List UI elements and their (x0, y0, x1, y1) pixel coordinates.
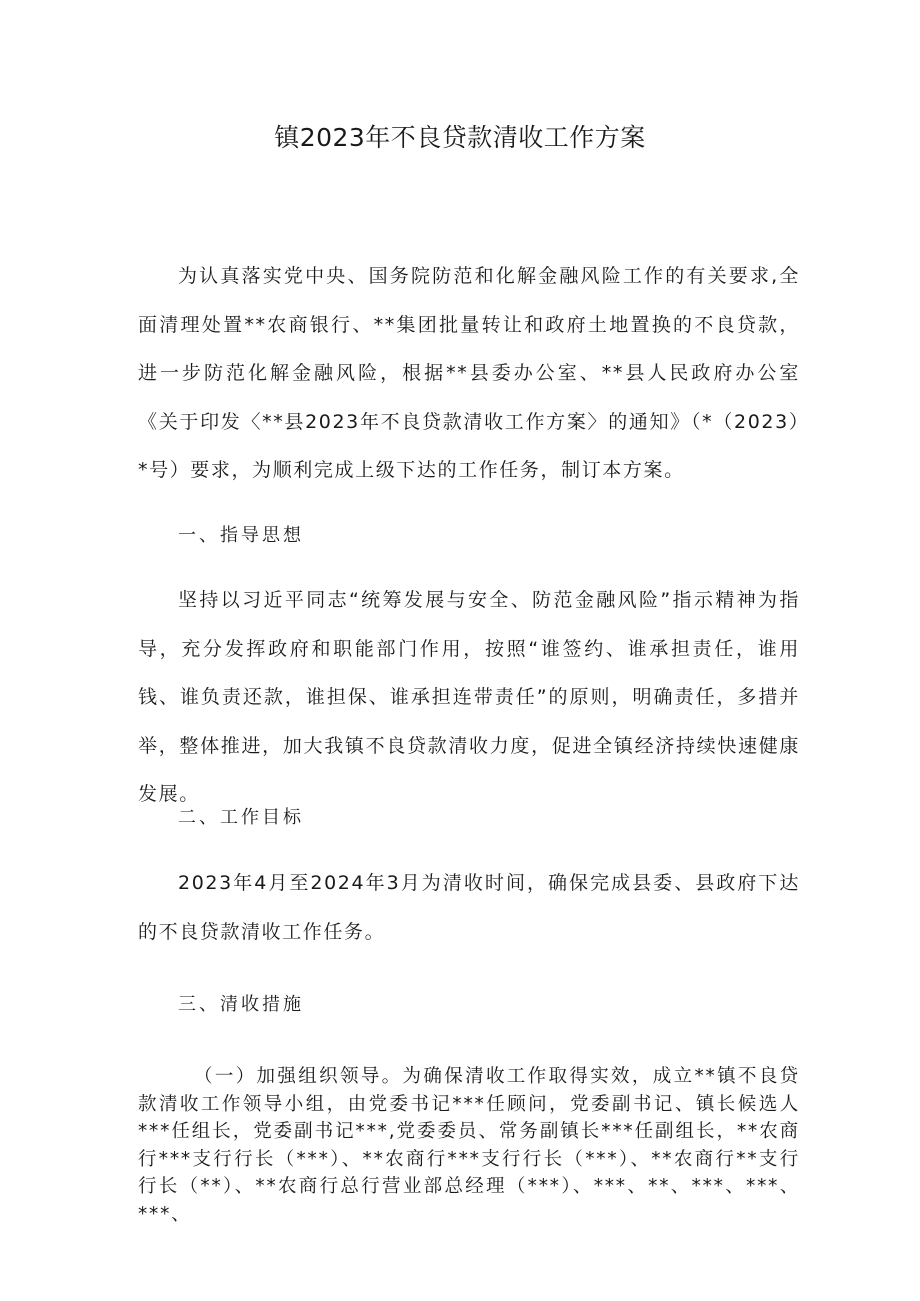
guiding-ideology-paragraph: 坚持以习近平同志“统筹发展与安全、防范金融风险”指示精神为指导，充分发挥政府和职能部门作用，按照“谁签约、谁承担责任，谁用钱、谁负责还款，谁担保、谁承担连带责任”的原则，明确责任，多措并举，整体推进，加大我镇不良贷款清收力度，促进全镇经济持续快速健康发展。 (138, 589, 800, 805)
section-heading-guiding-ideology: 一、指导思想 (178, 525, 304, 546)
work-goal-paragraph: 2023年4月至2024年3月为清收时间，确保完成县委、县政府下达的不良贷款清收工作任务。 (138, 872, 800, 943)
document-title: 镇2023年不良贷款清收工作方案 (274, 123, 646, 152)
intro-paragraph: 为认真落实党中央、国务院防范和化解金融风险工作的有关要求,全面清理处置**农商银行、**集团批量转让和政府土地置换的不良贷款，进一步防范化解金融风险，根据**县委办公室、**县人民政府办公室《关于印发〈**县2023年不良贷款清收工作方案〉的通知》（*（2023）*号）要求，为顺利完成上级下达的工作任务，制订本方案。 (138, 265, 800, 481)
collection-measures-paragraph: （一）加强组织领导。为确保清收工作取得实效，成立**镇不良贷款清收工作领导小组，由党委书记***任顾问，党委副书记、镇长候选人***任组长，党委副书记***,党委委员、常务副镇长***任副组长，**农商行***支行行长（***）、**农商行***支行行长（***）、**农商行**支行行长（**）、**农商行总行营业部总经理（***）、***、**、***、***、***、 (138, 1066, 800, 1225)
section-heading-collection-measures: 三、清收措施 (178, 994, 304, 1015)
section-heading-work-goal: 二、工作目标 (178, 807, 304, 828)
